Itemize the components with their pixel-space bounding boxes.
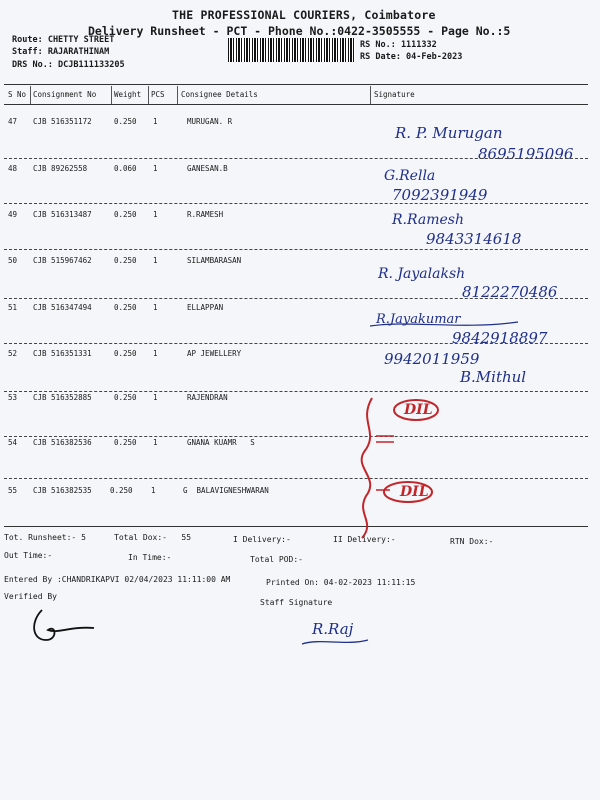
row-consignee: GANESAN.B	[187, 164, 228, 173]
staff-signature-stroke	[300, 636, 370, 648]
row-divider	[4, 391, 588, 392]
row-sno: 49	[8, 210, 18, 219]
row-pcs: 1	[153, 164, 158, 173]
row-sno: 47	[8, 117, 18, 126]
header-rule-bottom	[4, 104, 588, 105]
col-header-consignment: Consignment No	[33, 90, 97, 99]
row-sno: 52	[8, 349, 18, 358]
row-consignment: CJB 516351172	[33, 117, 92, 126]
column-divider	[30, 86, 31, 104]
row-weight: 0.250	[114, 210, 137, 219]
staff-signature: R.Raj	[312, 620, 354, 638]
row-weight: 0.250	[110, 486, 133, 495]
row-consignee: R.RAMESH	[187, 210, 224, 219]
entered-by: Entered By :CHANDRIKAPVI 02/04/2023 11:11:00 AM	[4, 575, 231, 584]
row-consignee: AP JEWELLERY	[187, 349, 242, 358]
row-consignee: RAJENDRAN	[187, 393, 228, 402]
row-consignment: CJB 516347494	[33, 303, 92, 312]
row-pcs: 1	[151, 486, 156, 495]
out-time: Out Time:-	[4, 551, 53, 560]
row-divider	[4, 478, 588, 479]
signature-phone: 8695195096	[478, 145, 574, 163]
row-weight: 0.250	[114, 393, 137, 402]
row-pcs: 1	[153, 393, 158, 402]
row-consignment: CJB 516382536	[33, 438, 92, 447]
row-sno: 54	[8, 438, 18, 447]
signature-phone: 7092391949	[392, 186, 488, 204]
col-header-consignee: Consignee Details	[181, 90, 258, 99]
signature-name: R. P. Murugan	[395, 124, 503, 142]
row-divider	[4, 436, 588, 437]
row-divider	[4, 249, 588, 250]
row-pcs: 1	[153, 349, 158, 358]
row-pcs: 1	[153, 210, 158, 219]
row-divider	[4, 343, 588, 344]
total-pod: Total POD:-	[250, 555, 303, 564]
signature-phone: 9842918897	[452, 329, 548, 347]
row-sno: 51	[8, 303, 18, 312]
verified-by-label: Verified By	[4, 592, 57, 601]
row-weight: 0.250	[114, 349, 137, 358]
row-divider	[4, 203, 588, 204]
tot-runsheet: Tot. Runsheet:- 5	[4, 533, 86, 542]
dil-mark: DIL	[400, 484, 429, 500]
row-weight: 0.250	[114, 117, 137, 126]
total-dox: Total Dox:- 55	[114, 533, 192, 542]
column-divider	[177, 86, 178, 104]
row-consignment: CJB 515967462	[33, 256, 92, 265]
row-consignee: MURUGAN. R	[187, 117, 233, 126]
rs-number: RS No.: 1111332	[360, 40, 437, 50]
drs-number: DRS No.: DCJB111133205	[12, 60, 125, 70]
row-pcs: 1	[153, 256, 158, 265]
column-divider	[148, 86, 149, 104]
col-header-weight: Weight	[114, 90, 142, 99]
row-pcs: 1	[153, 303, 158, 312]
col-header-sno: S No	[8, 90, 27, 99]
i-delivery: I Delivery:-	[233, 535, 291, 544]
col-header-signature: Signature	[374, 90, 415, 99]
header-rule-top	[4, 84, 588, 85]
col-header-pcs: PCS	[151, 90, 165, 99]
signature-name: R.Ramesh	[392, 212, 464, 228]
signature-name: R. Jayalaksh	[378, 266, 466, 282]
column-divider	[370, 86, 371, 104]
signature-phone: 8122270486	[462, 283, 558, 301]
column-divider	[111, 86, 112, 104]
verifier-signature	[28, 604, 98, 648]
row-consignee: ELLAPPAN	[187, 303, 224, 312]
row-consignment: CJB 516352885	[33, 393, 92, 402]
signature-phone: 9843314618	[426, 230, 522, 248]
red-ink-bracket	[350, 392, 460, 542]
table-bottom-rule	[4, 526, 588, 527]
rs-date: RS Date: 04-Feb-2023	[360, 52, 463, 62]
row-sno: 53	[8, 393, 18, 402]
row-consignment: CJB 89262558	[33, 164, 88, 173]
printed-on: Printed On: 04-02-2023 11:11:15	[266, 578, 416, 587]
row-sno: 50	[8, 256, 18, 265]
runsheet-subtitle: Delivery Runsheet - PCT - Phone No.:0422-3505555 - Page No.:5	[88, 24, 511, 38]
row-sno: 55	[8, 486, 18, 495]
row-divider	[4, 298, 588, 299]
rtn-dox: RTN Dox:-	[450, 537, 494, 546]
row-weight: 0.250	[114, 256, 137, 265]
row-consignment: CJB 516351331	[33, 349, 92, 358]
row-consignment: CJB 516313487	[33, 210, 92, 219]
signature-phone: 9942011959	[384, 350, 480, 368]
row-consignment: CJB 516382535	[33, 486, 92, 495]
route-label: Route: CHETTY STREET	[12, 35, 115, 45]
row-pcs: 1	[153, 438, 158, 447]
row-weight: 0.250	[114, 438, 137, 447]
row-consignee: SILAMBARASAN	[187, 256, 242, 265]
signature-stroke	[370, 318, 520, 330]
row-consignee: GNANA KUAMR S	[187, 438, 255, 447]
in-time: In Time:-	[128, 553, 172, 562]
signature-name: B.Mithul	[460, 368, 527, 386]
ii-delivery: II Delivery:-	[333, 535, 396, 544]
row-weight: 0.060	[114, 164, 137, 173]
company-title: THE PROFESSIONAL COURIERS, Coimbatore	[172, 8, 436, 22]
staff-signature-label: Staff Signature	[260, 598, 333, 607]
row-divider	[4, 158, 588, 159]
signature-name: G.Rella	[384, 168, 436, 184]
row-weight: 0.250	[114, 303, 137, 312]
row-sno: 48	[8, 164, 18, 173]
row-consignee: G BALAVIGNESHWARAN	[183, 486, 269, 495]
signature-name: R.Jayakumar	[376, 312, 461, 327]
barcode	[228, 38, 355, 62]
dil-mark: DIL	[404, 402, 433, 418]
staff-label: Staff: RAJARATHINAM	[12, 47, 110, 57]
row-pcs: 1	[153, 117, 158, 126]
